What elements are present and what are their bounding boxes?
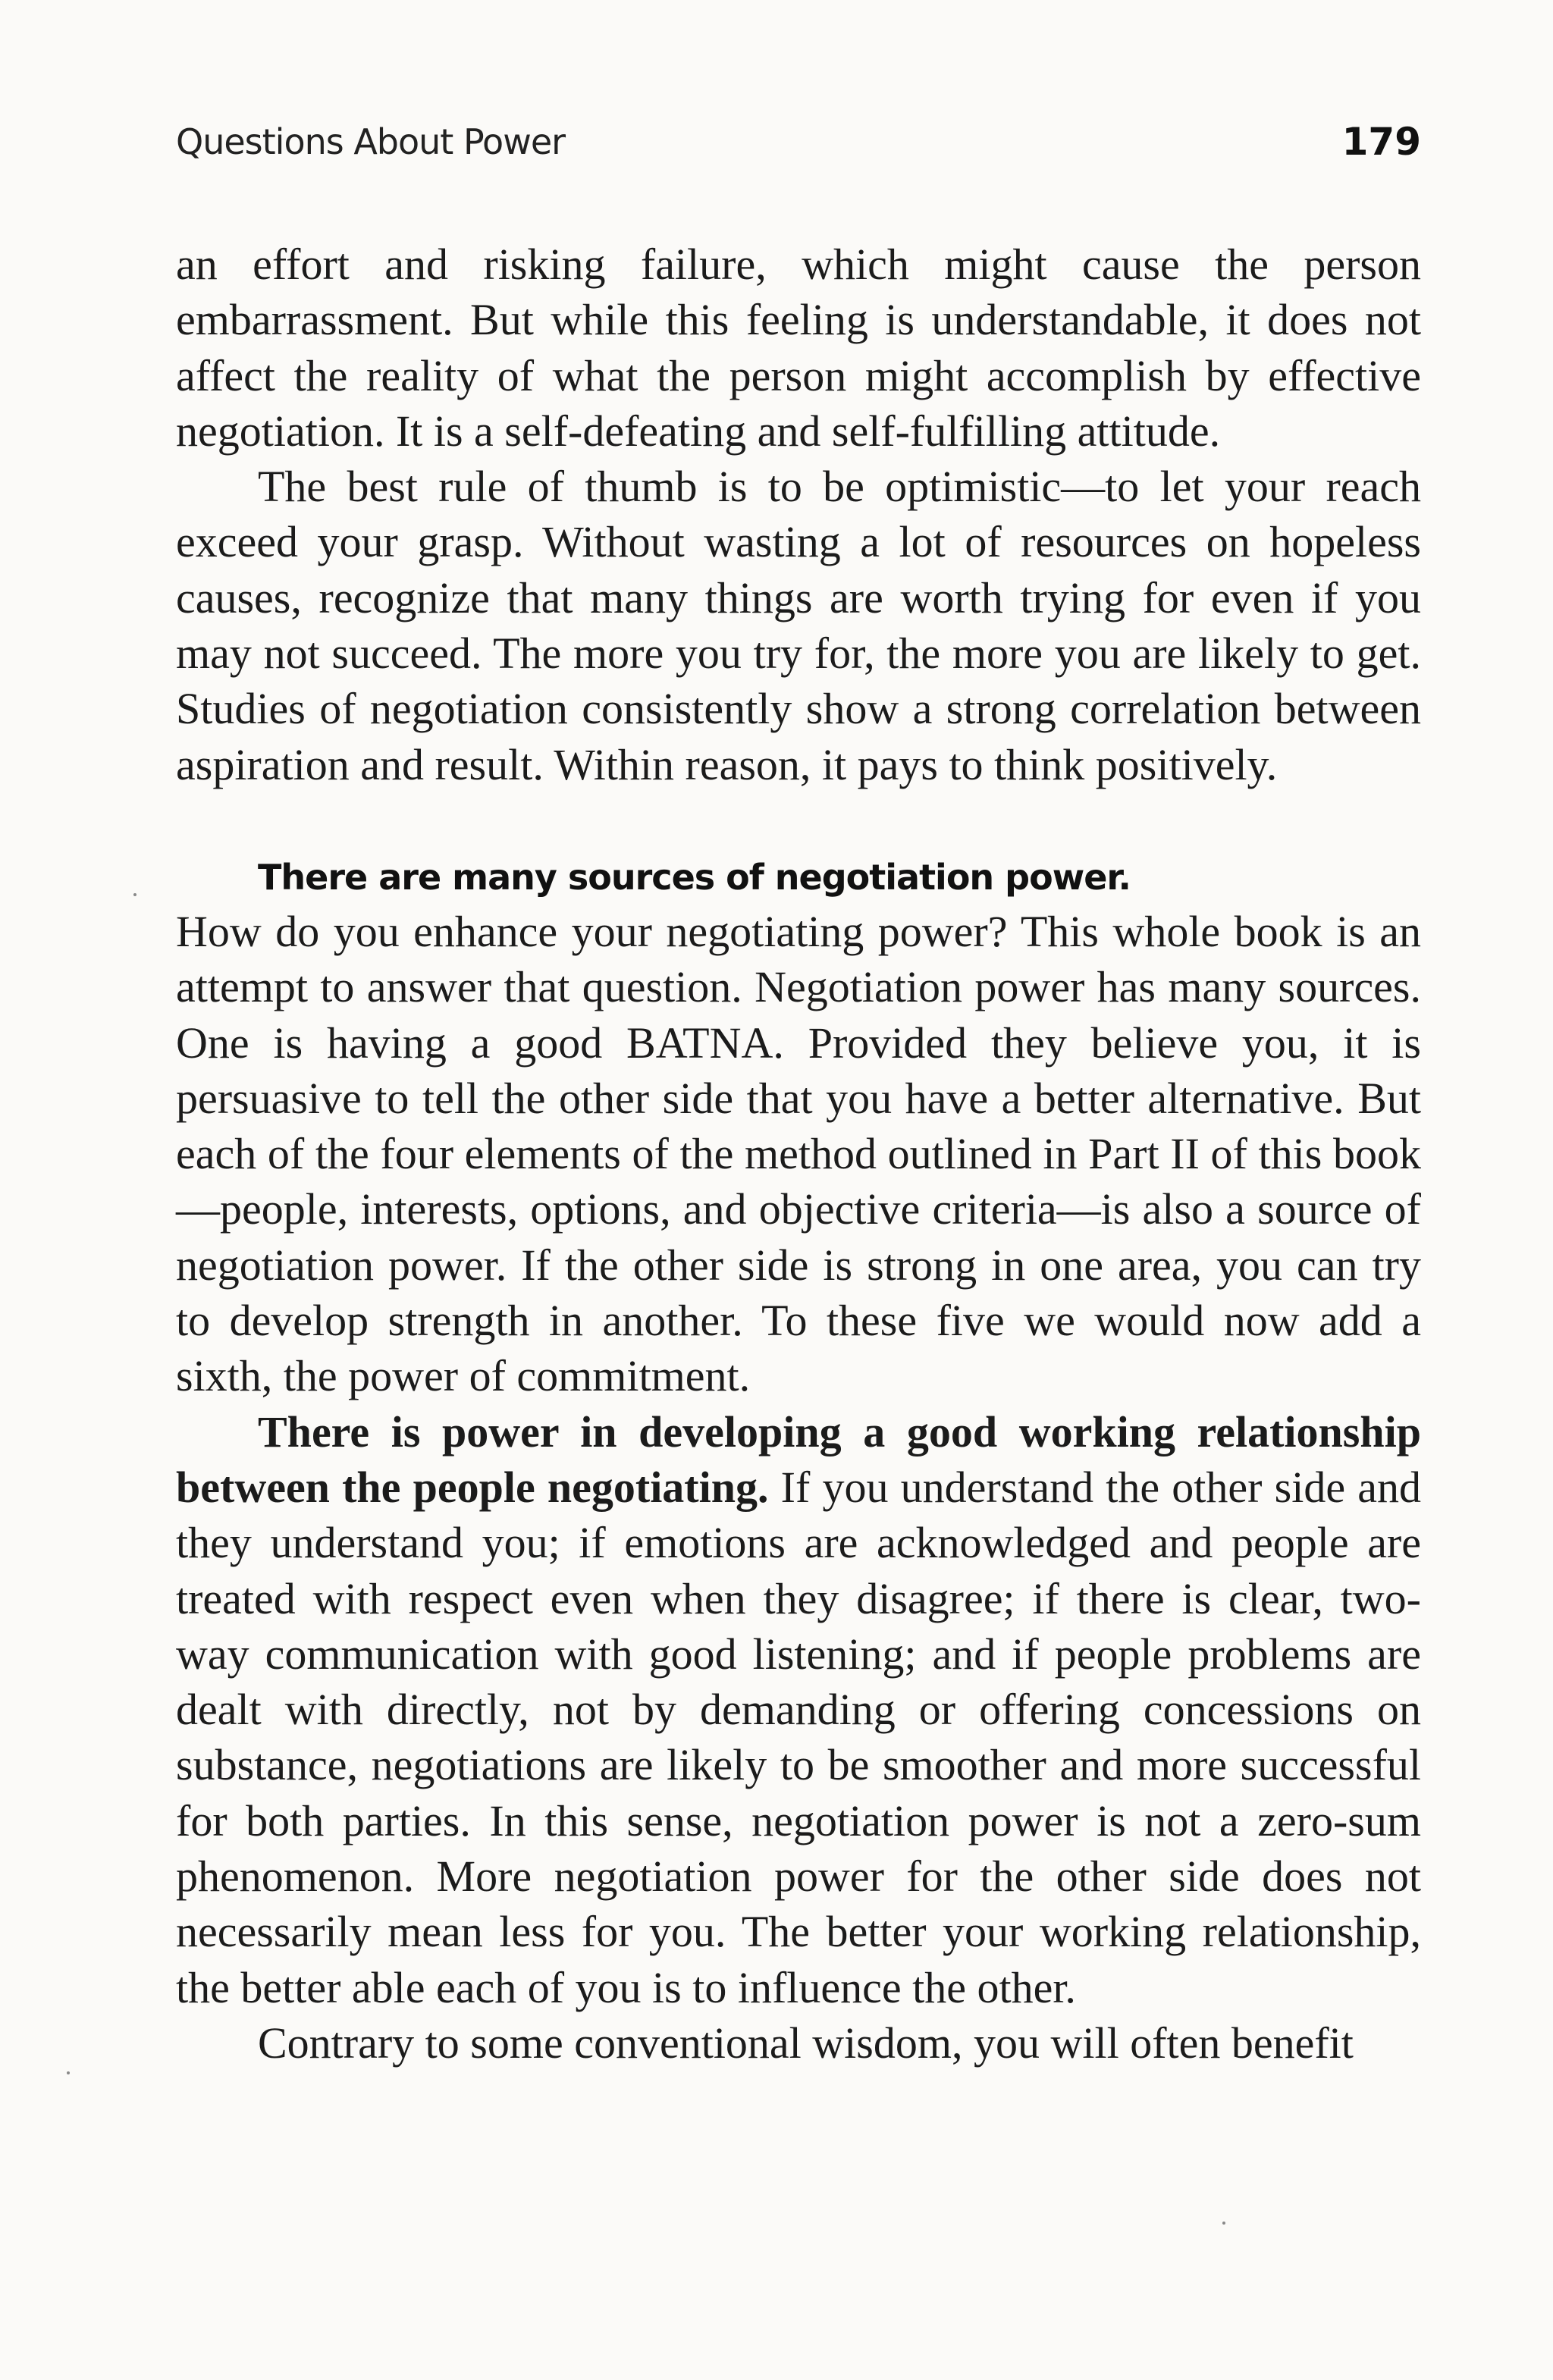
- page-number: 179: [1341, 120, 1421, 164]
- paragraph-conventional-wisdom: Contrary to some conventional wisdom, you will often benefit: [258, 2018, 1354, 2068]
- scan-speck: [1222, 2222, 1225, 2225]
- running-title: Questions About Power: [176, 121, 566, 162]
- running-head: [176, 121, 1421, 182]
- paragraph-body-text: If you understand the other side and they understand you; if emotions are acknowledged and people are treated with respect even when they disagree; if there is clear, two-way communication with good listening; and if people problems are dealt with directly, not by demanding or offering concessions on substance, negotiations are likely to be smoother and more successful for both parties. In this sense, negotiation power is not a zero-sum phenomenon. More negotiation power for the other side does not necessarily mean less for you. The better your working relationship, the better able each of you is to influence the other.: [176, 1462, 1421, 2012]
- paragraph-lead-bold: There is power in developing a good working relationship between the people negotiating.: [176, 1406, 1421, 1512]
- paragraph-sources-of-power: How do you enhance your negotiating power? This whole book is an attempt to answer that question. Negotiation power has many sources. One is having a good BATNA. Provided they believe you, it is persuasive to tell the other side that you have a better alternative. But each of the four elements of the method outlined in Part II of this book—people, interests, options, and objective criteria—is also a source of negotiation power. If the other side is strong in one area, you can try to develop strength in another. To these five we would now add a sixth, the power of commitment.: [176, 906, 1421, 1401]
- section-heading: There are many sources of negotiation power.: [258, 856, 1131, 898]
- scan-speck: [67, 2071, 70, 2074]
- paragraph-working-relationship: [176, 1404, 1421, 2015]
- body-text: [176, 237, 1421, 2071]
- paragraph-optimism: The best rule of thumb is to be optimistic—to let your reach exceed your grasp. Without wasting a lot of resources on hopeless causes, recognize that many things are worth trying for even if you may not succeed. The more you try for, the more you are likely to get. Studies of negotiation consistently show a strong correlation between aspiration and result. Within reason, it pays to think positively.: [176, 462, 1421, 789]
- scan-speck: [133, 893, 136, 896]
- paragraph-continuation: an effort and risking failure, which might cause the person embarrassment. But while this feeling is understandable, it does not affect the reality of what the person might accomplish by effective negotiation. It is a self-defeating and self-fulfilling attitude.: [176, 240, 1421, 456]
